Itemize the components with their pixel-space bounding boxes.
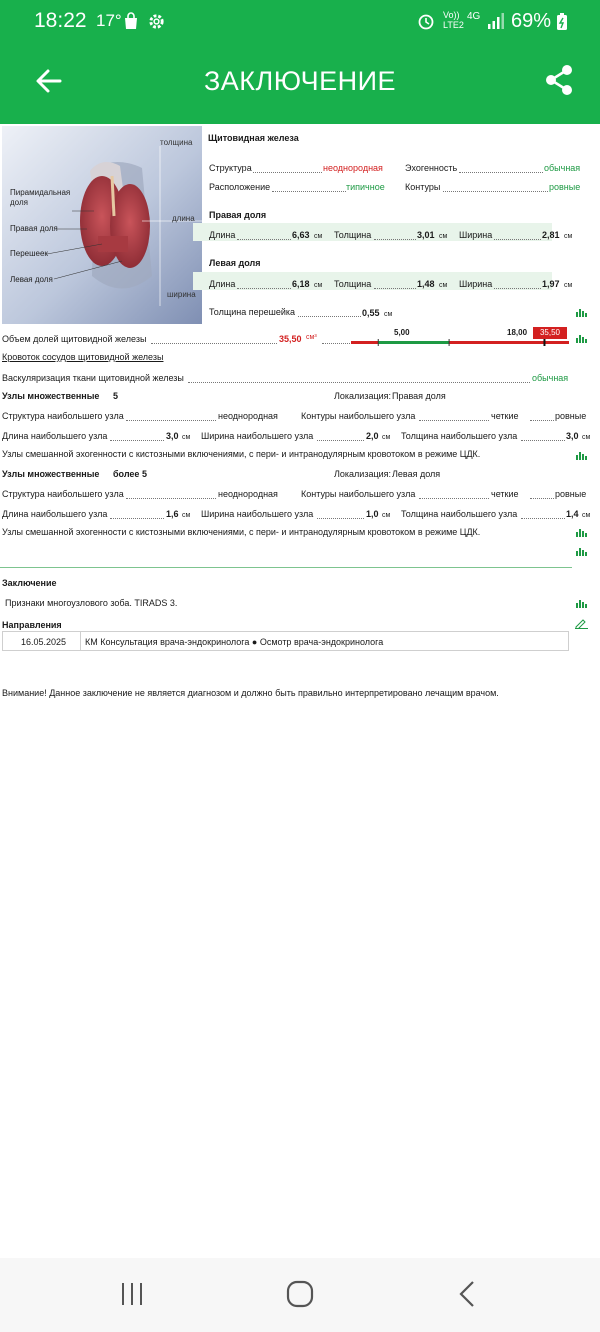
nodes1-chart-icon[interactable]: [576, 452, 587, 460]
right-width-unit: см: [564, 233, 573, 240]
left-width-value: 1,97: [542, 279, 560, 289]
nodes1-width-value: 2,0: [366, 431, 379, 441]
right-lobe-heading: Правая доля: [209, 210, 267, 220]
nodes2-description: Узлы смешанной эхогенности с кистозными включениями, с пери- и интранодулярным кровотоком в режиме ЦДК.: [2, 527, 481, 537]
nodes2-width-label: Ширина наибольшего узла: [201, 509, 314, 519]
referral-text[interactable]: КМ Консультация врача-эндокринолога ● Осмотр врача-эндокринолога: [85, 637, 384, 647]
alarm-icon: [417, 12, 435, 30]
left-length-value: 6,18: [292, 279, 310, 289]
nodes2-contours-label: Контуры наибольшего узла: [301, 489, 416, 499]
volume-value: 35,50: [279, 334, 302, 344]
nodes2-chart-icon-2[interactable]: [576, 548, 587, 556]
referral-date: 16.05.2025: [21, 637, 67, 647]
status-battery: 69%: [511, 10, 552, 32]
volume-scale-high: 18,00: [507, 328, 528, 337]
right-length-value: 6,63: [292, 230, 310, 240]
nodes1-contours-label: Контуры наибольшего узла: [301, 411, 416, 421]
edit-icon[interactable]: [575, 619, 588, 629]
left-thickness-label: Толщина: [334, 279, 372, 289]
app-bar: [0, 42, 600, 124]
structure-label: Структура: [209, 163, 252, 173]
disclaimer-text: Внимание! Данное заключение не является диагнозом и должно быть правильно интерпретировано лечащим врачом.: [2, 688, 499, 698]
nodes2-length-label: Длина наибольшего узла: [2, 509, 108, 519]
nodes1-contours-value1: четкие: [491, 411, 519, 421]
nodes2-width-value: 1,0: [366, 509, 379, 519]
nodes2-contours-value1: четкие: [491, 489, 519, 499]
right-thickness-label: Толщина: [334, 230, 372, 240]
nodes1-width-unit: см: [382, 434, 391, 441]
nodes2-heading: Узлы множественные: [2, 469, 100, 479]
nodes2-length-value: 1,6: [166, 509, 179, 519]
nodes2-thickness-unit: см: [582, 512, 591, 519]
scale-normal-segment: [378, 341, 449, 344]
echogenicity-value: обычная: [544, 163, 581, 173]
isthmus-label: Толщина перешейка: [209, 307, 296, 317]
section-divider: [0, 567, 572, 568]
thyroid-illustration: [2, 126, 202, 324]
status-network-top: Vo)): [443, 10, 460, 20]
scale-tick-high: [449, 339, 450, 346]
blood-flow-heading: Кровоток сосудов щитовидной железы: [2, 352, 164, 362]
nodes2-thickness-value: 1,4: [566, 509, 579, 519]
nodes1-length-unit: см: [182, 434, 191, 441]
status-network-bottom: LTE2: [443, 20, 464, 30]
scale-low-segment: [351, 341, 378, 344]
nodes1-description: Узлы смешанной эхогенности с кистозными включениями, с пери- и интранодулярным кровотоком в режиме ЦДК.: [2, 449, 481, 459]
image-label-right-lobe: Правая доля: [10, 224, 58, 233]
right-length-label: Длина: [209, 230, 236, 240]
nodes1-structure-label: Структура наибольшего узла: [2, 411, 124, 421]
nodes1-length-value: 3,0: [166, 431, 179, 441]
right-thickness-unit: см: [439, 233, 448, 240]
nodes2-chart-icon[interactable]: [576, 529, 587, 537]
nodes1-thickness-value: 3,0: [566, 431, 579, 441]
vascularization-label: Васкуляризация ткани щитовидной железы: [2, 373, 184, 383]
nodes2-contours-value2: ровные: [555, 489, 587, 499]
image-label-width: ширина: [167, 290, 196, 299]
thyroid-heading: Щитовидная железа: [208, 133, 299, 143]
conclusion-text: Признаки многоузлового зоба. TIRADS 3.: [5, 598, 178, 608]
echogenicity-label: Эхогенность: [405, 163, 458, 173]
volume-scale-low: 5,00: [394, 328, 410, 337]
scale-tick-low: [378, 339, 379, 346]
image-label-thickness: толщина: [160, 138, 193, 147]
isthmus-unit: см: [384, 311, 393, 318]
right-width-label: Ширина: [459, 230, 493, 240]
nodes2-structure-value: неоднородная: [218, 489, 278, 499]
left-length-unit: см: [314, 282, 323, 289]
nodes1-thickness-label: Толщина наибольшего узла: [401, 431, 518, 441]
nodes2-structure-label: Структура наибольшего узла: [2, 489, 124, 499]
nodes1-length-label: Длина наибольшего узла: [2, 431, 108, 441]
vascularization-value: обычная: [532, 373, 569, 383]
nodes1-width-label: Ширина наибольшего узла: [201, 431, 314, 441]
status-temp: 17°: [96, 11, 122, 30]
signal-icon: [487, 13, 505, 30]
image-label-isthmus: Перешеек: [10, 249, 48, 258]
nodes2-width-unit: см: [382, 512, 391, 519]
page-title: ЗАКЛЮЧЕНИЕ: [203, 66, 397, 96]
status-time: 18:22: [34, 9, 87, 32]
nodes2-localization-label: Локализация:: [334, 469, 392, 479]
image-label-length: длина: [172, 214, 195, 223]
status-network-type: 4G: [467, 11, 481, 22]
contours-label: Контуры: [405, 182, 441, 192]
left-width-unit: см: [564, 282, 573, 289]
nodes2-thickness-label: Толщина наибольшего узла: [401, 509, 518, 519]
right-length-unit: см: [314, 233, 323, 240]
nodes1-count: 5: [113, 391, 119, 401]
status-bar: [0, 0, 600, 42]
right-width-value: 2,81: [542, 230, 560, 240]
nodes2-length-unit: см: [182, 512, 191, 519]
volume-label: Объем долей щитовидной железы: [2, 334, 147, 344]
nodes2-count: более 5: [113, 469, 147, 479]
volume-chart-icon[interactable]: [576, 335, 587, 343]
location-value: типичное: [346, 182, 385, 192]
conclusion-chart-icon[interactable]: [576, 600, 587, 608]
nodes1-contours-value2: ровные: [555, 411, 587, 421]
left-thickness-value: 1,48: [417, 279, 435, 289]
report-document: [0, 124, 600, 1258]
system-nav-bar: [0, 1258, 600, 1332]
isthmus-value: 0,55: [362, 308, 380, 318]
right-thickness-value: 3,01: [417, 230, 435, 240]
back-nav-icon[interactable]: [458, 1280, 476, 1308]
share-icon[interactable]: [544, 64, 574, 96]
nodes1-localization-value: Правая доля: [392, 391, 446, 401]
scale-high-segment: [449, 341, 569, 344]
volume-scale-bar: [351, 339, 569, 346]
image-label-pyramidal: Пирамидальная: [10, 188, 71, 197]
left-thickness-unit: см: [439, 282, 448, 289]
gear-icon: [147, 12, 166, 31]
nodes2-localization-value: Левая доля: [392, 469, 441, 479]
scale-current-marker: [543, 339, 545, 346]
nodes1-localization-label: Локализация:: [334, 391, 392, 401]
contours-value: ровные: [549, 182, 581, 192]
home-icon[interactable]: [286, 1280, 314, 1308]
location-label: Расположение: [209, 182, 271, 192]
recent-apps-icon[interactable]: [120, 1280, 144, 1308]
volume-marker: 35,50: [533, 327, 567, 339]
left-lobe-heading: Левая доля: [209, 258, 261, 268]
volume-unit: см³: [306, 334, 317, 341]
image-label-pyramidal-lobe: доля: [10, 198, 28, 207]
conclusion-heading: Заключение: [2, 578, 57, 588]
structure-value: неоднородная: [323, 163, 383, 173]
battery-icon: [556, 13, 568, 31]
nodes1-heading: Узлы множественные: [2, 391, 100, 401]
referrals-table: [2, 631, 569, 651]
nodes1-thickness-unit: см: [582, 434, 591, 441]
nodes1-structure-value: неоднородная: [218, 411, 278, 421]
isthmus-chart-icon[interactable]: [576, 309, 587, 317]
left-length-label: Длина: [209, 279, 236, 289]
left-width-label: Ширина: [459, 279, 493, 289]
shopping-bag-icon: [123, 12, 139, 30]
image-label-left-lobe: Левая доля: [10, 275, 53, 284]
referrals-heading: Направления: [2, 620, 62, 630]
